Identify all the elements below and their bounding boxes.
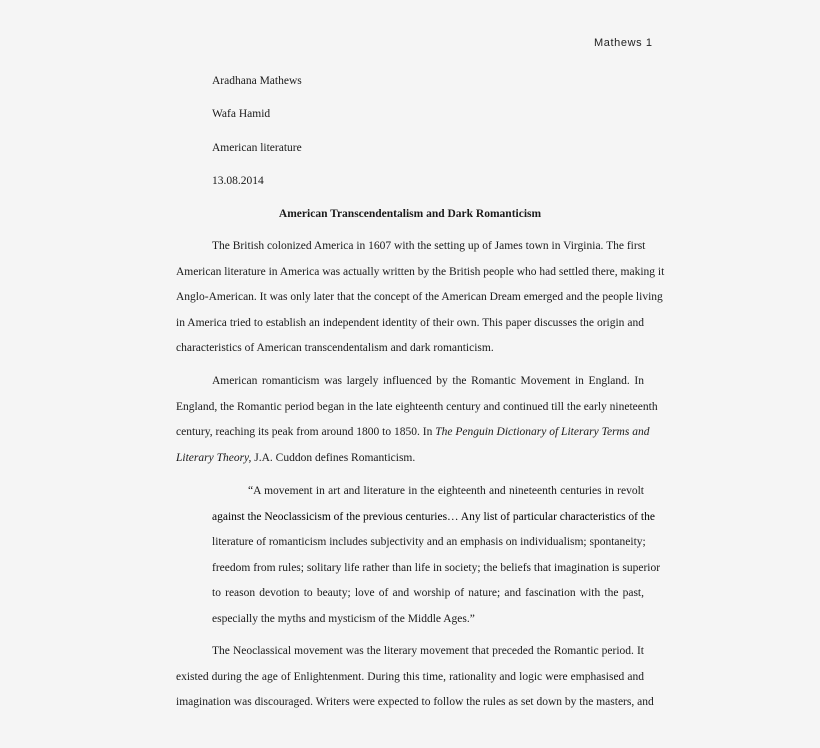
paragraph-line: existed during the age of Enlightenment. During this time, rationality and logic were emphasised and [176, 671, 644, 683]
book-title-italic: Literary Theory, [176, 452, 252, 464]
line-text: century, reaching its peak from around 1800 to 1850. In [176, 426, 436, 438]
paragraph-line: Anglo-American. It was only later that the concept of the American Dream emerged and the people living [176, 291, 663, 303]
paragraph-line [176, 425, 650, 439]
paragraph-line: England, the Romantic period began in the late eighteenth century and continued till the early nineteenth [176, 401, 658, 413]
document-date: 13.08.2014 [212, 175, 264, 187]
quote-line: freedom from rules; solitary life rather than life in society; the beliefs that imagination is superior [212, 562, 661, 574]
paragraph-line: in America tried to establish an independent identity of their own. This paper discusses the origin and [176, 317, 644, 329]
quote-line: especially the myths and mysticism of the Middle Ages.” [212, 613, 475, 625]
instructor-name: Wafa Hamid [212, 108, 271, 120]
course-name: American literature [212, 142, 302, 154]
line-text: J.A. Cuddon defines Romanticism. [251, 452, 416, 464]
paragraph-line [176, 451, 644, 465]
author-name: Aradhana Mathews [212, 75, 302, 87]
document-title: American Transcendentalism and Dark Romanticism [278, 208, 542, 220]
quote-line: literature of romanticism includes subjectivity and an emphasis on individualism; spontaneity; [212, 536, 646, 548]
paragraph-line: The British colonized America in 1607 with the setting up of James town in Virginia. The first [212, 240, 646, 252]
paragraph-line: American romanticism was largely influenced by the Romantic Movement in England. In [212, 375, 644, 387]
book-title-italic: The Penguin Dictionary of Literary Terms and [435, 426, 650, 438]
paragraph-line: American literature in America was actually written by the British people who had settled there, making it [176, 266, 665, 278]
quote-line: to reason devotion to beauty; love of and worship of nature; and fascination with the past, [212, 587, 644, 599]
paragraph-line: characteristics of American transcendentalism and dark romanticism. [176, 342, 494, 354]
paragraph-line: imagination was discouraged. Writers were expected to follow the rules as set down by the masters, and [176, 696, 654, 708]
running-head: Mathews 1 [594, 37, 653, 49]
quote-line: against the Neoclassicism of the previous centuries… Any list of particular characteristics of the [212, 511, 655, 523]
paragraph-line: The Neoclassical movement was the literary movement that preceded the Romantic period. It [212, 645, 644, 657]
quote-line: “A movement in art and literature in the eighteenth and nineteenth centuries in revolt [248, 485, 644, 497]
